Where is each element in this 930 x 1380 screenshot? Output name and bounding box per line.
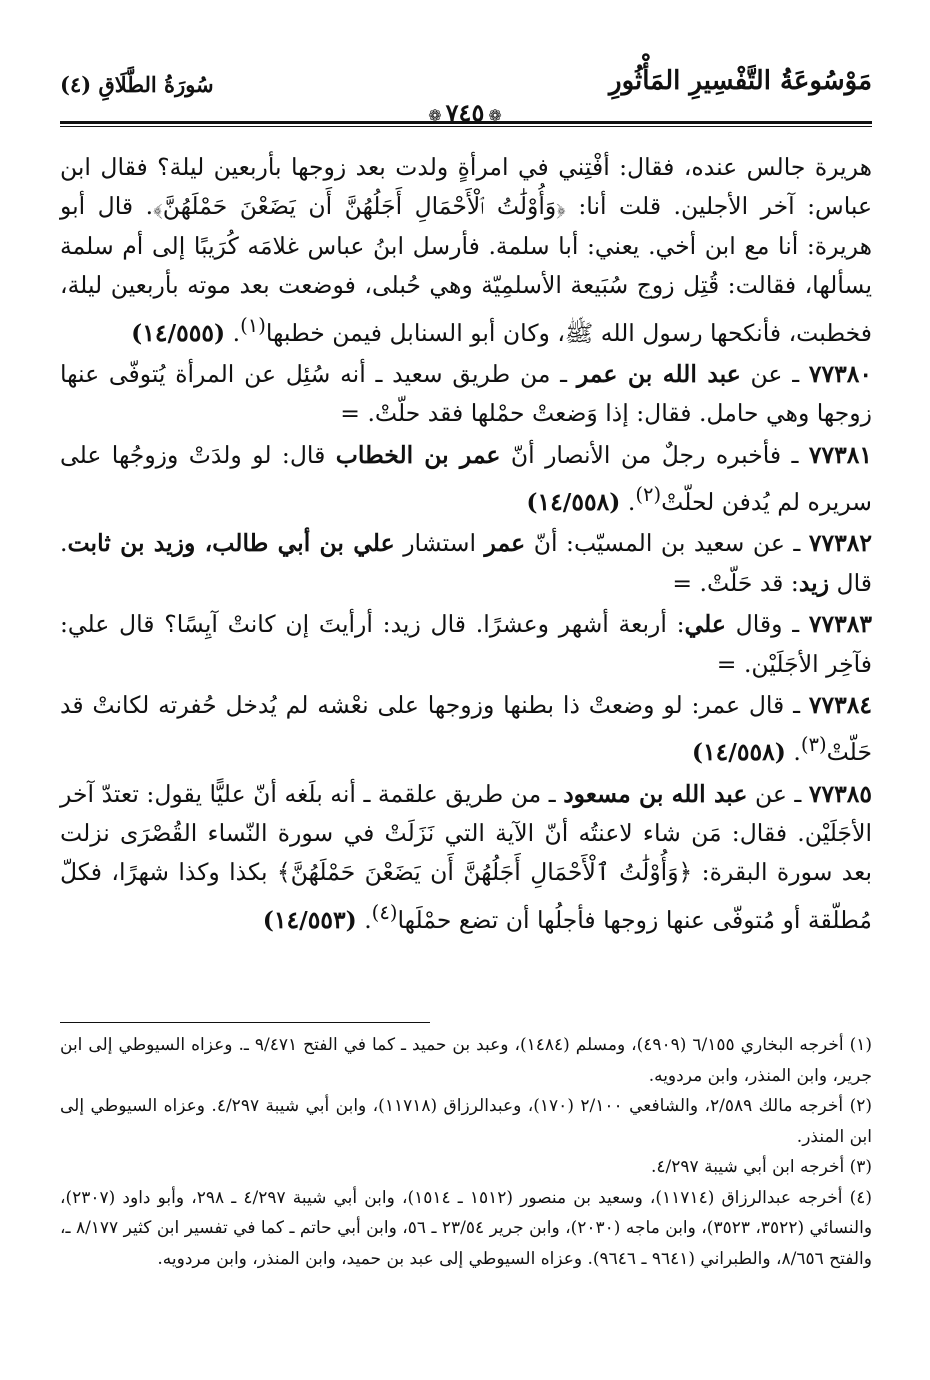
narrator-name: عمر بن الخطاب [335,440,501,469]
narrator-name: عبد الله بن عمر [576,359,741,388]
header-rule-thin [60,126,872,127]
ornament-icon: ❁ [428,106,442,125]
paragraph: هريرة جالس عنده، فقال: أفْتِني في امرأةٍ ولدت بعد زوجها بأربعين ليلة؟ فقال ابن عباس: آخر الأجلين. قلت أنا: ﴿وَأُوْلَٰتُ ٱلْأَحْمَالِ أَجَلُهُنَّ أَن يَضَعْنَ حَمْلَهُنَّ﴾. قال أبو هريرة: أنا مع ابن أخي. يعني: أبا سلمة. فأرسل ابنُ عباس غلامَه كُرَيبًا إلى أم سلمة يسألها، فقالت: قُتِل زوج سُبَيعة الأسلمِيّة وهي حُبلى، فوضعت بعد موته بأربعين ليلة، فخطبت، فأنكحها رسول الله ﷺ، وكان أبو السنابل فيمن خطبها$^{(١)}$. (١٤/٥٥٥) [60,153,872,347]
narration: ٧٧٣٨٠ ـ عن عبد الله بن عمر ـ من طريق سعيد ـ أنه سُئِل عن المرأة يُتوفّى عنها زوجها وهي حامل. فقال: إذا وَضعتْ حمْلها فقد حلّتْ. = [60,359,872,428]
narration: ٧٧٣٨٢ ـ عن سعيد بن المسيّب: أنّ عمر استشار علي بن أبي طالب، وزيد بن ثابت. قال زيد: قد حَلّتْ. = [60,529,872,597]
header-rule [60,121,872,124]
narration: ٧٧٣٨٤ ـ قال عمر: لو وضعتْ ذا بطنها وزوجها على نعْشه لم يُدخل حُفرته لكانتْ قد حَلّتْ$^{(٣)}$. (١٤/٥٥٨) [60,690,872,767]
footnote-marker[interactable]: (٣) [800,733,827,757]
main-text [60,148,872,942]
footnote: (٣) أخرجه ابن أبي شيبة ٤/٢٩٧. [651,1157,872,1177]
narrator-name: عمر [484,529,526,558]
narration-number: ٧٧٣٨٤ [808,690,872,719]
footnote: (٢) أخرجه مالك ٢/٥٨٩، والشافعي ٢/١٠٠ (١٧٠)، وعبدالرزاق (١١٧١٨)، وابن أبي شيبة ٤/٢٩٧. وعزاه السيوطي إلى ابن المنذر. [60,1096,872,1147]
footnote-marker[interactable]: (١) [240,313,266,337]
narrator-name: علي بن أبي طالب، وزيد بن ثابت [67,529,395,558]
narration-number: ٧٧٣٨٢ [808,529,872,558]
narrator-name: عبد الله بن مسعود [563,779,748,808]
book-title: مَوْسُوعَةُ التَّفْسِيرِ المَأْثُورِ [609,66,872,96]
narration: ٧٧٣٨٥ ـ عن عبد الله بن مسعود ـ من طريق علقمة ـ أنه بلَغه أنّ عليًّا يقول: تعتدّ آخر الأجَلَيْن. فقال: مَن شاء لاعنتُه أنّ الآية التي نَزَلَتْ في سورة النّساء القُصْرَى نزلت بعد سورة البقرة: ﴿وَأُوْلَٰتُ ٱلْأَحْمَالِ أَجَلُهُنَّ أَن يَضَعْنَ حَمْلَهُنَّ﴾ بكذا وكذا شهرًا، فكلّ مُطلّقة أو مُتوفّى عنها زوجها فأجلُها أن تضع حمْلَها$^{(٤)}$. (١٤/٥٥٣) [60,779,872,934]
narrator-name: زيد [798,568,830,597]
narration: ٧٧٣٨١ ـ فأخبره رجلٌ من الأنصار أنّ عمر بن الخطاب قال: لو ولدَتْ وزوجُها على سريره لم يُدفن لحلّتْ$^{(٢)}$. (١٤/٥٥٨) [60,440,872,516]
narration: ٧٧٣٨٣ ـ وقال علي: أربعة أشهر وعشرًا. قال زيد: أرأيتَ إن كانتْ آيِسًا؟ قال علي: فآخِر الأجَلَيْن. = [60,610,872,678]
footnote-marker[interactable]: (٤) [371,900,398,924]
ornament-icon: ❁ [488,106,502,125]
narration-number: ٧٧٣٨١ [808,440,872,469]
footnotes [60,1030,872,1274]
surah-name: سُورَةُ الطَّلَاقِ (٤) [60,72,214,97]
footnote-marker[interactable]: (٢) [635,483,662,507]
footnote-divider [60,1022,430,1023]
page-header [60,60,872,127]
footnote: (٤) أخرجه عبدالرزاق (١١٧١٤)، وسعيد بن منصور (١٥١٢ ـ ١٥١٤)، وابن أبي شيبة ٤/٢٩٧ ـ ٢٩٨، وأبو داود (٢٣٠٧)، والنسائي (٣٥٢٢، ٣٥٢٣)، وابن ماجه (٢٠٣٠)، وابن جرير ٢٣/٥٤ ـ ٥٦، وابن أبي حاتم ـ كما في تفسير ابن كثير ٨/١٧٧ ـ، والفتح ٨/٦٥٦، والطبراني (٩٦٤١ ـ ٩٦٤٦). وعزاه السيوطي إلى عبد بن حميد، وابن المنذر، وابن مردويه. [60,1187,873,1269]
volume-reference: (١٤/٥٥٥) [131,318,226,347]
page-number: ٧٤٥ [445,98,485,127]
narrator-name: علي [684,610,726,639]
narration-number: ٧٧٣٨٥ [808,779,872,808]
volume-reference: (١٤/٥٥٨) [691,738,786,767]
footnote: (١) أخرجه البخاري ٦/١٥٥ (٤٩٠٩)، ومسلم (١٤٨٤)، وعبد بن حميد ـ كما في الفتح ٩/٤٧١ ـ. وعزاه السيوطي إلى ابن جرير، وابن المنذر، وابن مردويه. [60,1035,872,1086]
book-page [60,60,872,1340]
narration-number: ٧٧٣٨٠ [808,359,872,388]
volume-reference: (١٤/٥٥٣) [262,905,357,934]
narration-number: ٧٧٣٨٣ [808,610,872,639]
volume-reference: (١٤/٥٥٨) [526,487,621,516]
